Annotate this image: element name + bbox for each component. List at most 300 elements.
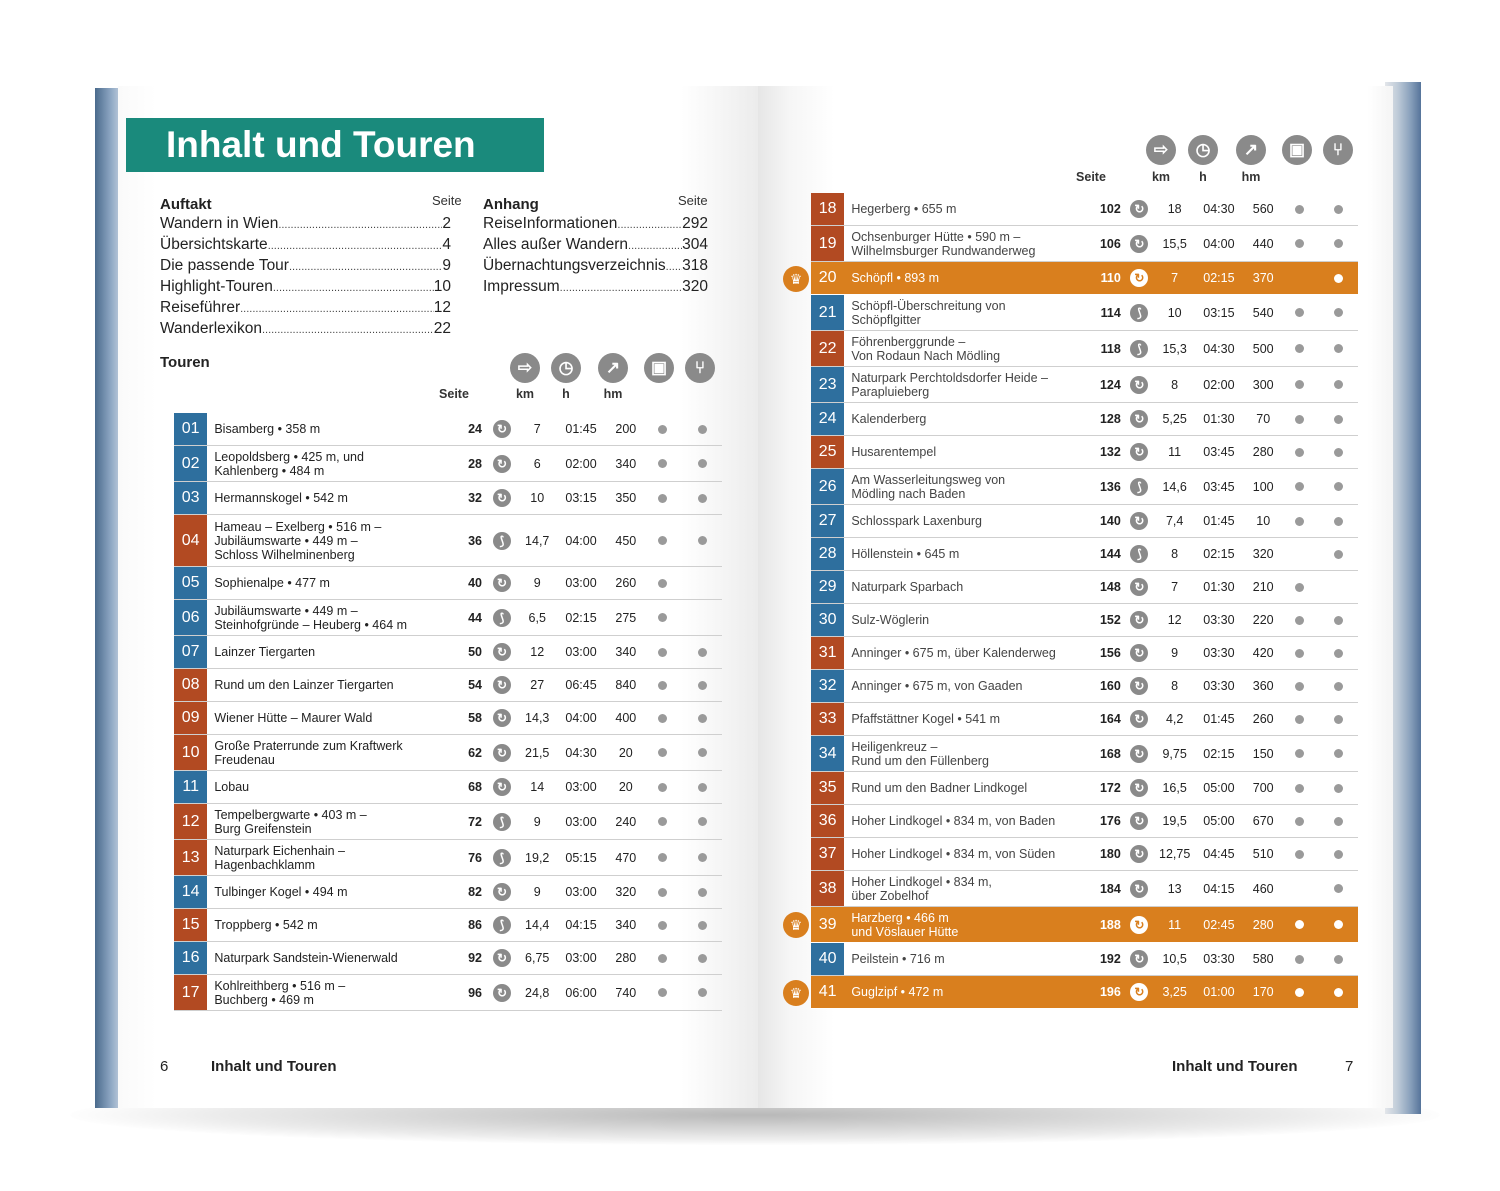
tour-page: 62 (468, 745, 482, 760)
toc-entry-page: 9 (442, 257, 451, 274)
tour-food-cell (682, 446, 722, 481)
food-dot (1334, 884, 1343, 893)
tour-row[interactable] (174, 840, 722, 876)
tour-type-cell (1121, 436, 1158, 468)
bus-dot (658, 579, 667, 588)
tour-page: 192 (1099, 952, 1121, 966)
tour-row[interactable] (811, 262, 1358, 295)
tour-km: 15,5 (1162, 236, 1187, 251)
food-dot (1334, 682, 1343, 691)
tour-row[interactable] (811, 295, 1358, 331)
tour-page: 168 (1099, 746, 1121, 761)
tour-type-cell (1121, 505, 1158, 537)
tour-row[interactable] (811, 670, 1358, 703)
toc-entry-title: Die passende Tour (160, 257, 289, 274)
loop-route-icon: ↻ (493, 643, 511, 661)
tour-food-cell (1320, 637, 1358, 669)
tour-row[interactable] (811, 226, 1358, 262)
tour-name: Harzberg • 466 m und Vöslauer Hütte (851, 910, 959, 939)
tour-row[interactable] (811, 538, 1358, 571)
tour-bus-cell (642, 515, 682, 566)
tour-hm: 670 (1252, 814, 1274, 828)
tour-number: 25 (811, 436, 844, 468)
tour-h: 03:30 (1203, 613, 1235, 627)
tour-food-cell (682, 669, 722, 701)
tour-km: 6,5 (528, 610, 546, 625)
tour-page: 110 (1100, 271, 1121, 285)
tour-hm: 510 (1252, 847, 1274, 861)
food-dot (1334, 649, 1343, 658)
tour-row[interactable] (811, 403, 1358, 436)
toc-entry[interactable] (483, 235, 708, 256)
tour-row[interactable] (811, 871, 1358, 907)
tour-number: 34 (811, 736, 844, 771)
food-dot (1334, 380, 1343, 389)
tour-bus-cell (1280, 226, 1320, 261)
tour-row[interactable] (174, 669, 722, 702)
tour-km: 15,3 (1162, 341, 1187, 356)
tour-food-cell (1320, 703, 1358, 735)
tour-page: 76 (468, 850, 482, 865)
tour-bus-cell (642, 669, 682, 701)
loop-route-icon: ↻ (493, 455, 511, 473)
tour-row[interactable] (811, 469, 1358, 505)
tour-number: 28 (811, 538, 844, 570)
toc-entry-title: Highlight-Touren (160, 278, 273, 295)
bus-dot (1295, 380, 1304, 389)
one-way-route-icon: ⟆ (1130, 478, 1148, 496)
tour-row[interactable] (811, 907, 1358, 943)
bus-dot (1295, 817, 1304, 826)
ascent-arrow-icon: ↗ (1236, 135, 1266, 165)
tour-hm: 260 (1252, 712, 1274, 726)
tour-name: Wiener Hütte – Maurer Wald (214, 711, 373, 725)
tour-hm: 20 (618, 745, 633, 760)
loop-route-icon: ↻ (1130, 410, 1148, 428)
tour-row[interactable] (811, 805, 1358, 838)
tour-food-cell (1320, 604, 1358, 636)
tour-bus-cell (642, 482, 682, 514)
tour-bus-cell (1280, 604, 1320, 636)
tour-km: 4,2 (1165, 712, 1184, 726)
tour-row[interactable] (174, 771, 722, 804)
signpost-icon: ⇨ (510, 353, 540, 383)
toc-entry-page: 22 (433, 320, 451, 337)
tour-food-cell (1320, 295, 1358, 330)
tour-bus-cell (1280, 193, 1320, 225)
tour-row[interactable] (174, 600, 722, 636)
toc-entry[interactable] (483, 277, 708, 298)
tour-bus-cell (642, 804, 682, 839)
ascent-arrow-icon: ↗ (598, 353, 628, 383)
tour-row[interactable] (174, 975, 722, 1011)
tour-page: 148 (1099, 580, 1121, 594)
tour-km: 11 (1168, 917, 1182, 932)
food-dot (1334, 344, 1343, 353)
toc-entry-page: 12 (433, 299, 451, 316)
bus-dot (1295, 649, 1304, 658)
toc-dot-leader (617, 214, 682, 235)
tour-h: 01:30 (1203, 412, 1235, 426)
tour-page: 32 (468, 491, 482, 505)
tour-hm: 10 (1256, 514, 1271, 528)
food-dot (698, 954, 707, 963)
tour-h: 02:00 (565, 456, 597, 471)
toc-entry-title: Impressum (483, 278, 560, 295)
tour-bus-cell (1280, 571, 1320, 603)
toc-entry[interactable] (160, 298, 451, 319)
tour-bus-cell (642, 567, 682, 599)
tour-h: 01:00 (1203, 985, 1235, 999)
tour-hm: 440 (1252, 236, 1274, 251)
tour-km: 9 (533, 576, 541, 590)
tour-km: 7 (533, 422, 541, 436)
loop-route-icon: ↻ (1130, 779, 1148, 797)
bus-dot (1295, 239, 1304, 248)
loop-route-icon: ↻ (1130, 644, 1148, 662)
loop-route-icon: ↻ (1130, 880, 1148, 898)
tour-km: 12 (530, 645, 545, 659)
toc-entry-title: Wanderlexikon (160, 320, 262, 337)
tour-row[interactable] (811, 436, 1358, 469)
tour-hm: 420 (1252, 646, 1274, 660)
tour-name: Hameau – Exelberg • 516 m – Jubiläumswarte • 449 m – Schloss Wilhelminenberg (214, 519, 382, 562)
tour-food-cell (1320, 403, 1358, 435)
bus-dot (658, 817, 667, 826)
food-dot (1334, 415, 1343, 424)
tour-name: Rund um den Lainzer Tiergarten (214, 678, 394, 692)
loop-route-icon: ↻ (493, 949, 511, 967)
tour-food-cell (682, 600, 722, 635)
tour-km: 14,6 (1162, 479, 1187, 494)
tour-bus-cell (642, 975, 682, 1010)
tour-km: 11 (1168, 445, 1182, 459)
footer-title-right: Inhalt und Touren (1172, 1058, 1298, 1075)
loop-route-icon: ↻ (1130, 269, 1148, 287)
tour-h: 03:45 (1203, 445, 1235, 459)
footer-title-left: Inhalt und Touren (211, 1058, 337, 1075)
bus-dot (1295, 448, 1304, 457)
food-dot (698, 783, 707, 792)
tour-page: 144 (1099, 547, 1121, 561)
loop-route-icon: ↻ (1130, 200, 1148, 218)
tour-h: 03:15 (565, 491, 597, 505)
tour-type-cell (1121, 871, 1158, 906)
tour-food-cell (682, 942, 722, 974)
tour-page: 136 (1099, 479, 1121, 494)
tour-h: 03:45 (1203, 479, 1235, 494)
toc-entry-title: ReiseInformationen (483, 215, 618, 232)
tour-row[interactable] (174, 735, 722, 771)
tour-bus-cell (642, 600, 682, 635)
tour-hm: 200 (615, 422, 637, 436)
tour-page: 28 (468, 456, 482, 471)
bus-dot (658, 921, 667, 930)
footer-page-number-right: 7 (1345, 1058, 1354, 1075)
tour-name: Leopoldsberg • 425 m, und Kahlenberg • 484 m (214, 449, 364, 478)
one-way-route-icon: ⟆ (493, 849, 511, 867)
tour-type-cell (1121, 976, 1158, 1008)
tour-bus-cell (642, 702, 682, 734)
toc-entry[interactable] (160, 235, 451, 256)
tour-food-cell (682, 482, 722, 514)
bus-dot (1295, 715, 1304, 724)
tour-hm: 20 (618, 780, 633, 794)
tour-km: 27 (530, 678, 545, 692)
tour-number: 14 (174, 876, 207, 908)
tour-h: 04:30 (565, 745, 597, 760)
tour-page: 152 (1099, 613, 1121, 627)
tour-bus-cell (1280, 295, 1320, 330)
auftakt-seite-label: Seite (432, 193, 462, 208)
highlight-crown-icon: ♛ (783, 980, 809, 1006)
tour-name: Große Praterrunde zum Kraftwerk Freudenau (214, 738, 403, 767)
tour-row[interactable] (811, 736, 1358, 772)
tour-row[interactable] (174, 413, 722, 446)
tour-name: Schlosspark Laxenburg (851, 514, 982, 528)
tour-row[interactable] (174, 909, 722, 942)
tour-row[interactable] (174, 942, 722, 975)
tour-food-cell (682, 804, 722, 839)
tour-food-cell (1320, 262, 1358, 294)
tour-row[interactable] (174, 702, 722, 735)
bus-dot (658, 681, 667, 690)
tour-page: 196 (1099, 985, 1121, 999)
tour-food-cell (682, 840, 722, 875)
tour-km: 10,5 (1162, 952, 1187, 966)
tour-row[interactable] (174, 482, 722, 515)
tour-name: Hoher Lindkogel • 834 m, von Süden (851, 847, 1056, 861)
tour-food-cell (1320, 805, 1358, 837)
tour-food-cell (1320, 907, 1358, 942)
page-title: Inhalt und Touren (126, 118, 544, 172)
tour-number: 32 (811, 670, 844, 702)
tour-type-cell (1121, 637, 1158, 669)
tour-name: Hoher Lindkogel • 834 m, über Zobelhof (851, 874, 992, 903)
tour-food-cell (1320, 538, 1358, 570)
tour-number: 23 (811, 367, 844, 402)
one-way-route-icon: ⟆ (1130, 340, 1148, 358)
tour-km: 9 (533, 885, 541, 899)
tour-h: 02:15 (565, 610, 597, 625)
tour-h: 03:00 (565, 814, 597, 829)
tour-food-cell (682, 771, 722, 803)
toc-dot-leader (628, 235, 682, 256)
tour-h: 03:15 (1203, 305, 1235, 320)
tour-km: 9 (533, 814, 541, 829)
tour-row[interactable] (811, 193, 1358, 226)
tour-number: 19 (811, 226, 844, 261)
tour-page: 118 (1100, 341, 1121, 356)
tour-name: Sophienalpe • 477 m (214, 576, 330, 590)
tour-h: 02:15 (1203, 547, 1235, 561)
tour-km: 6 (533, 456, 541, 471)
bus-dot (1295, 784, 1304, 793)
tour-row[interactable] (174, 804, 722, 840)
food-dot (698, 648, 707, 657)
tour-h: 04:30 (1203, 341, 1235, 356)
tour-bus-cell (1280, 772, 1320, 804)
tour-row[interactable] (811, 571, 1358, 604)
tour-row[interactable] (811, 703, 1358, 736)
tour-type-cell (482, 669, 522, 701)
bus-dot (1295, 205, 1304, 214)
toc-entry[interactable] (483, 256, 708, 277)
tour-row[interactable] (811, 331, 1358, 367)
tour-food-cell (1320, 838, 1358, 870)
bus-icon: ▣ (644, 353, 674, 383)
toc-dot-leader (289, 256, 442, 277)
loop-route-icon: ↻ (1130, 983, 1148, 1001)
tour-page: 176 (1099, 814, 1121, 828)
anhang-list (483, 214, 708, 298)
tour-name: Ochsenburger Hütte • 590 m – Wilhelmsburger Rundwanderweg (851, 229, 1036, 258)
toc-entry[interactable] (160, 277, 451, 298)
toc-entry[interactable] (160, 214, 451, 235)
food-dot (698, 888, 707, 897)
tour-name: Am Wasserleitungsweg von Mödling nach Baden (851, 472, 1006, 501)
tour-number: 41 (811, 976, 844, 1008)
food-dot (698, 817, 707, 826)
tour-h: 04:00 (1203, 236, 1235, 251)
tour-bus-cell (642, 876, 682, 908)
bus-dot (1295, 955, 1304, 964)
tour-page: 36 (468, 533, 482, 548)
tour-page: 180 (1099, 847, 1121, 861)
tour-number: 39 (811, 907, 844, 942)
tour-food-cell (1320, 871, 1358, 906)
tour-hm: 320 (615, 885, 637, 899)
food-dot (1334, 749, 1343, 758)
tour-food-cell (1320, 436, 1358, 468)
toc-entry-page: 304 (682, 236, 708, 253)
tour-bus-cell (1280, 469, 1320, 504)
tour-row[interactable] (811, 505, 1358, 538)
tour-row[interactable] (174, 636, 722, 669)
tour-page: 24 (468, 422, 482, 436)
tour-name: Kohlreithberg • 516 m – Buchberg • 469 m (214, 978, 346, 1007)
tour-page: 114 (1100, 305, 1121, 320)
toc-entry-title: Übernachtungsverzeichnis (483, 257, 666, 274)
tour-hm: 70 (1256, 412, 1271, 426)
tour-bus-cell (642, 909, 682, 941)
tour-row[interactable] (174, 876, 722, 909)
tour-km: 9,75 (1162, 746, 1187, 761)
tour-number: 33 (811, 703, 844, 735)
tour-number: 08 (174, 669, 207, 701)
tour-row[interactable] (174, 515, 722, 567)
tour-name: Hoher Lindkogel • 834 m, von Baden (851, 814, 1056, 828)
tour-h: 04:00 (565, 711, 597, 725)
tour-type-cell (482, 482, 522, 514)
tour-bus-cell (1280, 976, 1320, 1008)
tour-number: 37 (811, 838, 844, 870)
tour-hm: 340 (615, 645, 637, 659)
tour-hm: 240 (615, 814, 637, 829)
tour-row[interactable] (811, 637, 1358, 670)
toc-entry[interactable] (483, 214, 708, 235)
tour-row[interactable] (811, 604, 1358, 637)
tour-row[interactable] (811, 772, 1358, 805)
tour-h: 04:30 (1203, 202, 1235, 216)
tour-name: Naturpark Sparbach (851, 580, 964, 594)
tour-name: Naturpark Sandstein-Wienerwald (214, 951, 398, 965)
tour-type-cell (1121, 604, 1158, 636)
tour-bus-cell (1280, 871, 1320, 906)
food-dot (1334, 274, 1343, 283)
tour-name: Pfaffstättner Kogel • 541 m (851, 712, 1001, 726)
tour-type-cell (482, 771, 522, 803)
loop-route-icon: ↻ (1130, 235, 1148, 253)
tour-number: 09 (174, 702, 207, 734)
food-dot (698, 681, 707, 690)
tour-bus-cell (642, 840, 682, 875)
toc-entry-title: Reiseführer (160, 299, 241, 316)
tour-hm: 370 (1252, 271, 1274, 285)
col-hm-left: hm (603, 387, 623, 401)
toc-entry[interactable] (160, 256, 451, 277)
one-way-route-icon: ⟆ (1130, 304, 1148, 322)
tour-name: Naturpark Eichenhain – Hagenbachklamm (214, 843, 345, 872)
tour-h: 03:30 (1203, 646, 1235, 660)
tour-type-cell (482, 702, 522, 734)
col-km-right: km (1151, 170, 1171, 184)
tour-row[interactable] (174, 567, 722, 600)
tour-row[interactable] (811, 976, 1358, 1009)
tour-bus-cell (1280, 838, 1320, 870)
tour-h: 04:15 (1203, 881, 1235, 896)
tour-km: 14,3 (525, 711, 550, 725)
bus-dot (658, 648, 667, 657)
bus-dot (1295, 682, 1304, 691)
loop-route-icon: ↻ (493, 709, 511, 727)
tour-hm: 450 (615, 533, 637, 548)
loop-route-icon: ↻ (493, 420, 511, 438)
tour-km: 6,75 (525, 951, 550, 965)
tour-bus-cell (1280, 403, 1320, 435)
tour-food-cell (682, 515, 722, 566)
toc-dot-leader (262, 319, 434, 340)
loop-route-icon: ↻ (1130, 916, 1148, 934)
col-seite-right: Seite (1076, 170, 1106, 184)
tour-type-cell (1121, 703, 1158, 735)
tour-bus-cell (1280, 703, 1320, 735)
tour-row[interactable] (174, 446, 722, 482)
tour-hm: 100 (1252, 479, 1274, 494)
tour-name: Höllenstein • 645 m (851, 547, 960, 561)
tour-row[interactable] (811, 367, 1358, 403)
tour-row[interactable] (811, 943, 1358, 976)
tour-type-cell (482, 413, 522, 445)
tour-food-cell (682, 735, 722, 770)
tour-type-cell (482, 840, 522, 875)
tour-number: 11 (174, 771, 207, 803)
toc-dot-leader (278, 214, 442, 235)
toc-entry[interactable] (160, 319, 451, 340)
tour-page: 128 (1099, 412, 1121, 426)
toc-entry-title: Alles außer Wandern (483, 236, 629, 253)
tour-type-cell (1121, 295, 1158, 330)
bus-dot (658, 714, 667, 723)
tour-km: 10 (530, 491, 545, 505)
tour-row[interactable] (811, 838, 1358, 871)
tour-h: 03:30 (1203, 679, 1235, 693)
tour-page: 92 (468, 951, 482, 965)
touren-heading: Touren (160, 354, 210, 371)
tour-name: Kalenderberg (851, 412, 927, 426)
tour-hm: 540 (1252, 305, 1274, 320)
tour-hm: 260 (615, 576, 637, 590)
